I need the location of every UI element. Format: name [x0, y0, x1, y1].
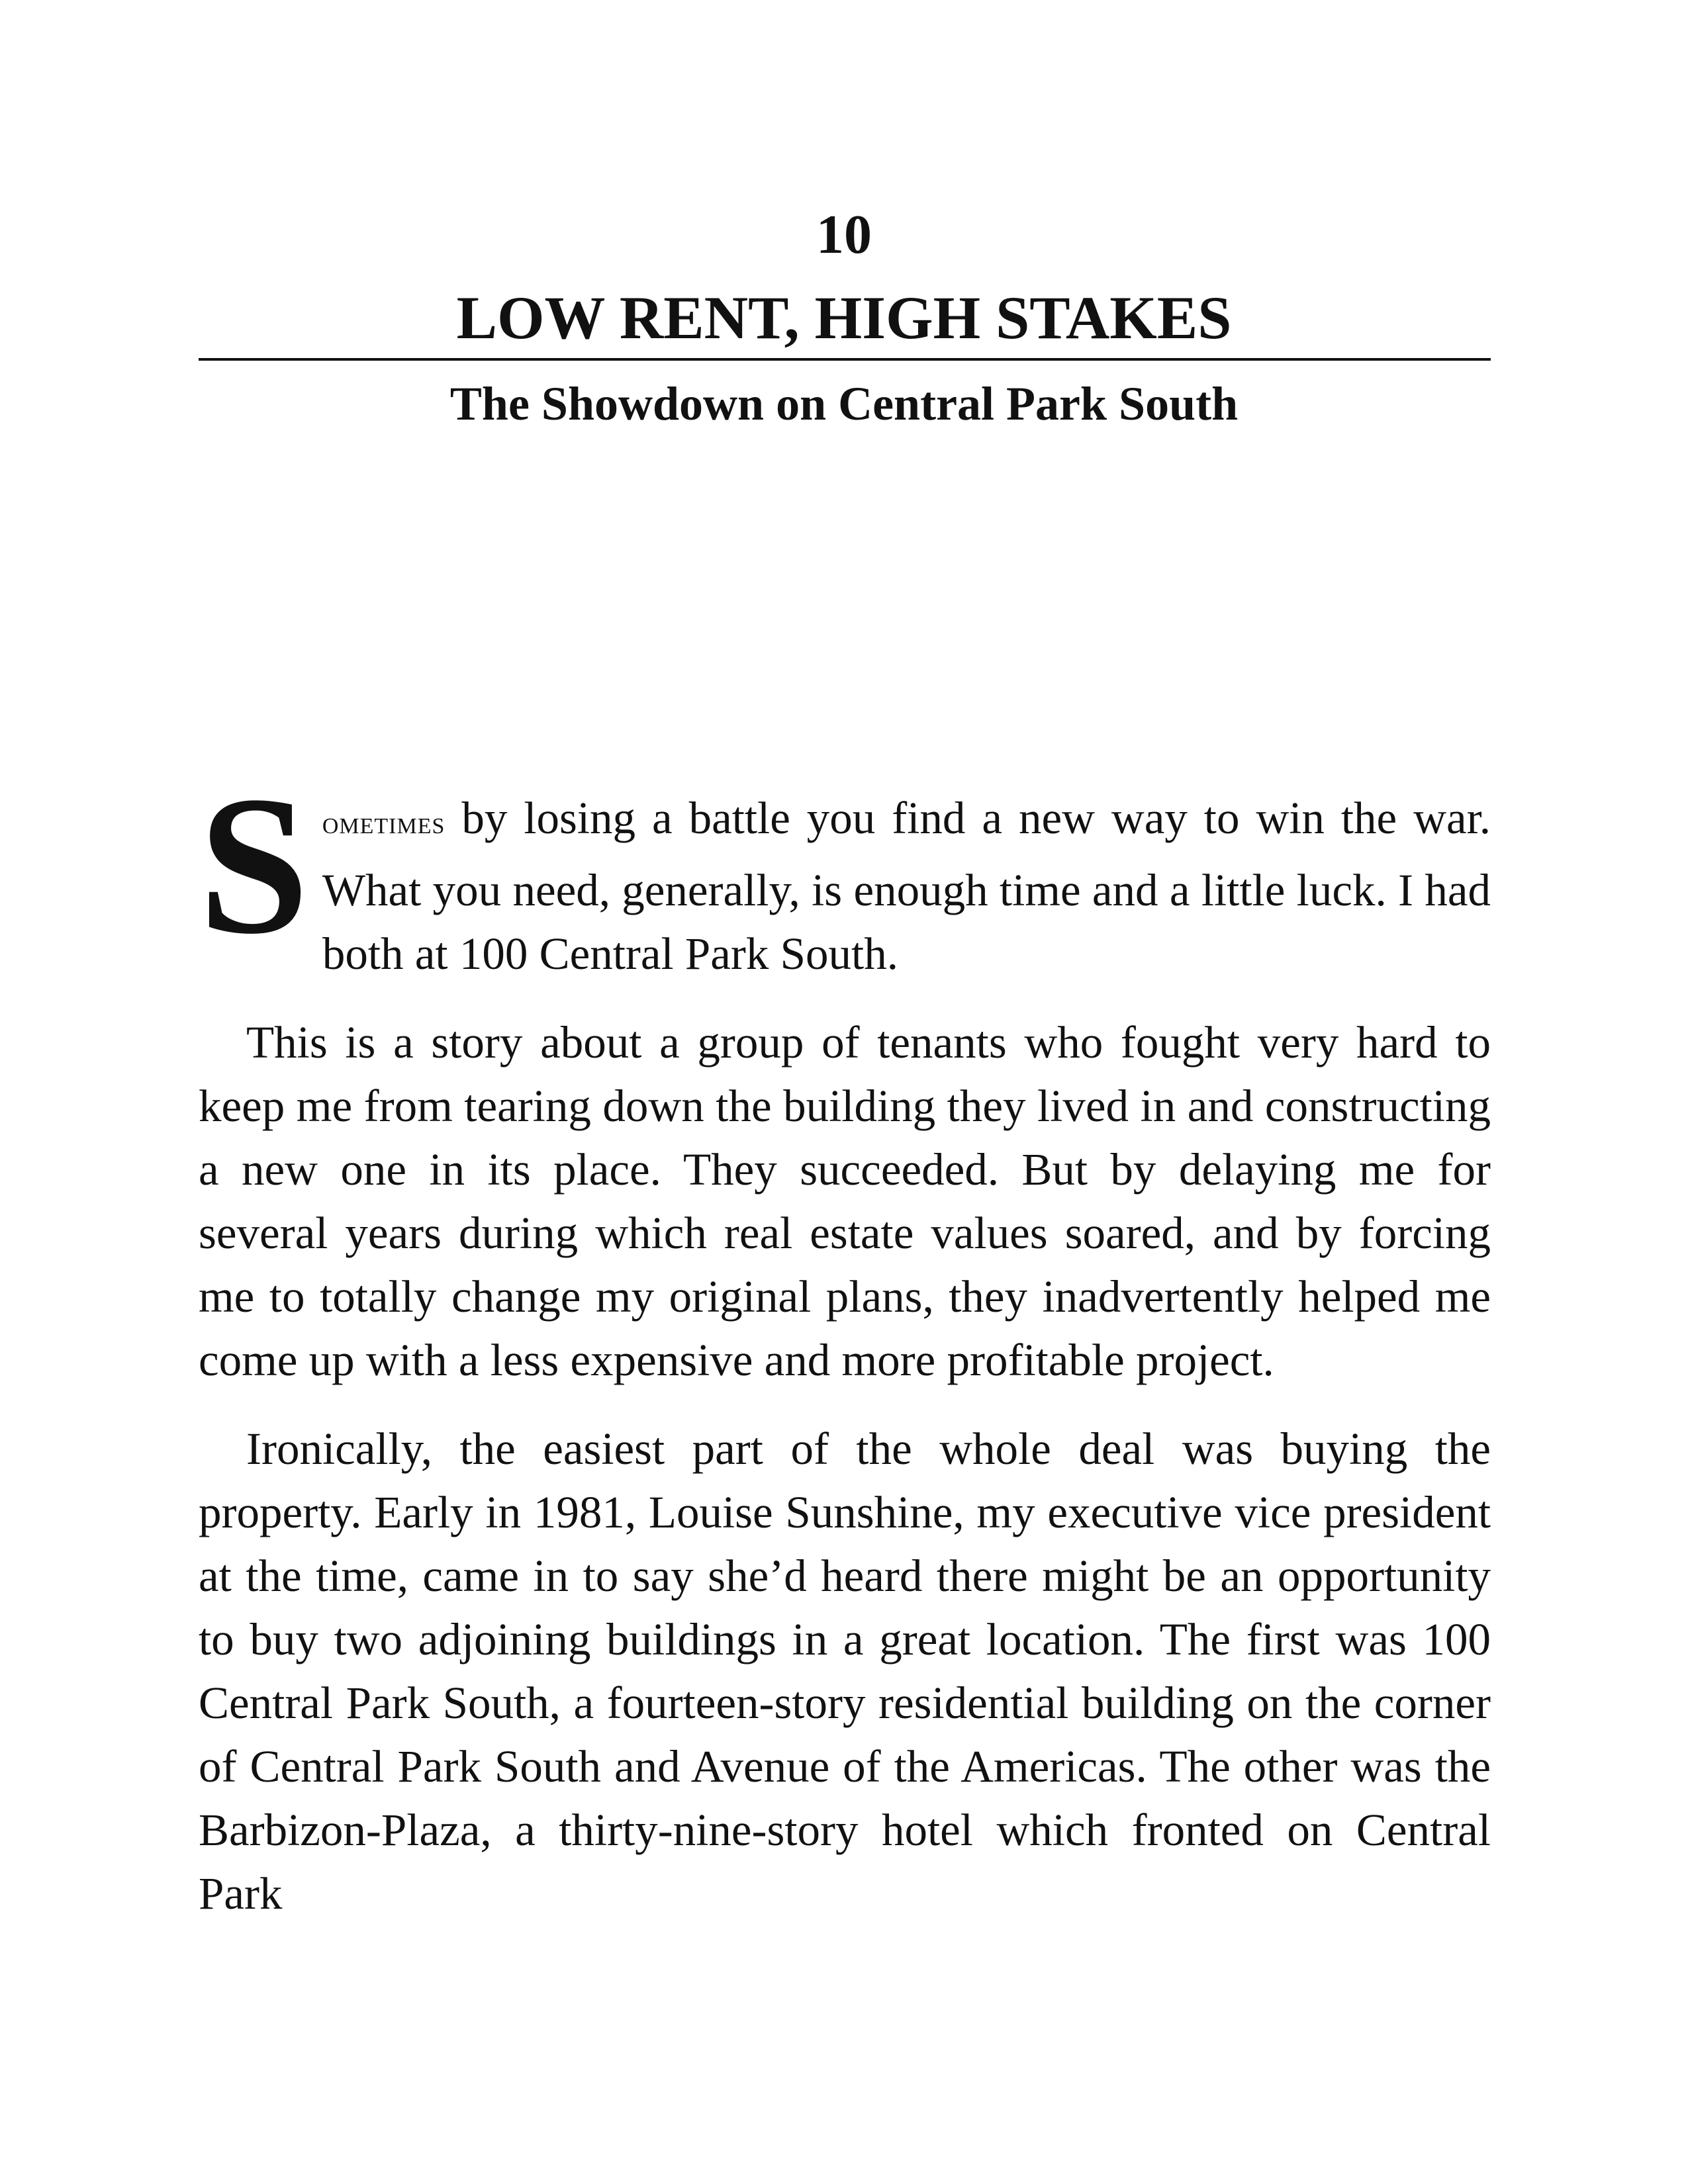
chapter-title: LOW RENT, HIGH STAKES: [456, 284, 1232, 351]
paragraph-1-text: by losing a battle you find a new way to win the war. What you need, generally, is enough time and a little luck. I had both at 100 Central Park South.: [322, 793, 1491, 979]
drop-cap: S: [199, 755, 309, 975]
body-text: [199, 755, 1491, 1925]
paragraph-1: [199, 755, 1491, 985]
chapter-subtitle: The Showdown on Central Park South: [449, 377, 1239, 430]
title-rule: [199, 358, 1491, 361]
paragraph-2: This is a story about a group of tenants who fought very hard to keep me from tearing down the building they lived in and constructing a new one in its place. They succeeded. But by delaying me for several years during which real estate values soared, and by forcing me to totally change my original plans, they inadvertently helped me come up with a less expensive and more profitable project.: [199, 1017, 1491, 1385]
chapter-number: 10: [816, 204, 872, 265]
paragraph-3: Ironically, the easiest part of the whole deal was buying the property. Early in 1981, Louise Sunshine, my executive vice president at the time, came in to say she’d heard there might be an opportunity to buy two adjoining buildings in a great location. The first was 100 Central Park South, a fourteen-story residential building on the corner of Central Park South and Avenue of the Americas. The other was the Barbizon-Plaza, a thirty-nine-story hotel which fronted on Central Park: [199, 1424, 1491, 1919]
opening-small-caps: OMETIMES: [322, 814, 445, 839]
